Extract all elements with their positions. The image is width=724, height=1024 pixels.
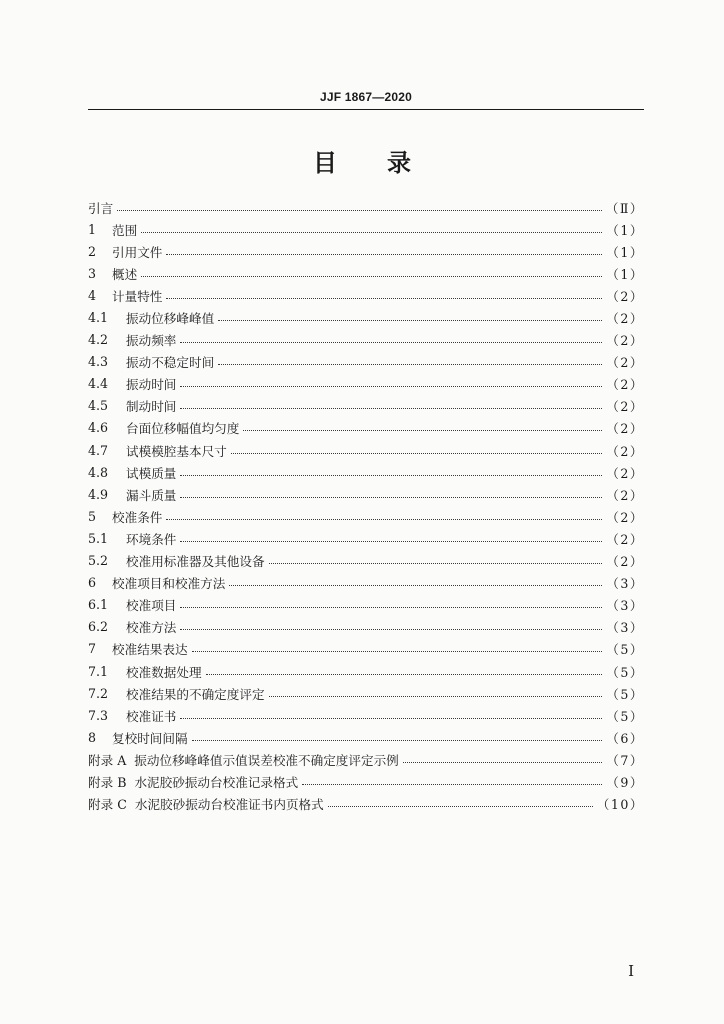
toc-leader-dots xyxy=(192,740,603,741)
toc-entry-page: （7） xyxy=(606,752,644,768)
toc-entry-label: 计量特性 xyxy=(112,288,163,304)
toc-entry-label: 振动不稳定时间 xyxy=(126,355,215,371)
toc-leader-dots xyxy=(166,254,602,255)
toc-entry-number: 4.4 xyxy=(88,376,109,392)
toc-entry-number: 4.8 xyxy=(88,464,109,480)
toc-entry-page: （2） xyxy=(606,399,644,415)
toc-entry-label: 校准结果表达 xyxy=(112,642,188,658)
toc-leader-dots xyxy=(231,453,603,454)
toc-entry-page: （Ⅱ） xyxy=(605,200,644,216)
toc-entry-label: 引用文件 xyxy=(112,244,163,260)
toc-leader-dots xyxy=(180,408,602,409)
toc-entry-page: （2） xyxy=(606,288,644,304)
toc-entry-label: 概述 xyxy=(112,266,138,282)
toc-leader-dots xyxy=(192,651,603,652)
toc-entry[interactable] xyxy=(88,417,644,439)
toc-entry[interactable] xyxy=(88,483,644,505)
toc-entry[interactable] xyxy=(88,351,644,373)
toc-entry[interactable] xyxy=(88,505,644,527)
toc-entry-page: （2） xyxy=(606,377,644,393)
toc-entry-page: （5） xyxy=(606,664,644,680)
toc-entry-number: 5.2 xyxy=(88,553,109,569)
toc-entry-number: 4.5 xyxy=(88,398,109,414)
toc-entry-label: 校准结果的不确定度评定 xyxy=(126,686,265,702)
toc-entry[interactable] xyxy=(88,682,644,704)
toc-entry[interactable] xyxy=(88,704,644,726)
toc-entry-page: （2） xyxy=(606,509,644,525)
toc-leader-dots xyxy=(403,762,603,763)
toc-entry-number: 7.2 xyxy=(88,685,109,701)
toc-entry[interactable] xyxy=(88,770,644,792)
toc-entry-label: 环境条件 xyxy=(126,531,177,547)
toc-entry[interactable] xyxy=(88,284,644,306)
toc-entry-number: 1 xyxy=(88,221,97,237)
toc-entry-label: 漏斗质量 xyxy=(126,487,177,503)
page-title: 目录 xyxy=(313,149,461,177)
toc-entry-label: 范围 xyxy=(112,222,138,238)
toc-entry-page: （2） xyxy=(606,355,644,371)
table-of-contents xyxy=(88,196,644,815)
toc-leader-dots xyxy=(166,298,602,299)
toc-entry[interactable] xyxy=(88,329,644,351)
toc-entry-page: （5） xyxy=(606,686,644,702)
toc-entry[interactable] xyxy=(88,572,644,594)
toc-entry-label: 水泥胶砂振动台校准证书内页格式 xyxy=(134,797,324,813)
toc-entry-number: 附录 A xyxy=(88,752,127,768)
toc-entry-label: 振动位移峰峰值示值误差校准不确定度评定示例 xyxy=(134,752,399,768)
toc-leader-dots xyxy=(180,607,602,608)
toc-entry-number: 2 xyxy=(88,243,97,259)
toc-leader-dots xyxy=(166,519,602,520)
toc-entry-label: 校准用标准器及其他设备 xyxy=(126,554,265,570)
toc-leader-dots xyxy=(180,342,602,343)
toc-entry-label: 复校时间间隔 xyxy=(112,730,188,746)
toc-entry-page: （3） xyxy=(606,598,644,614)
toc-leader-dots xyxy=(141,232,602,233)
toc-entry[interactable] xyxy=(88,461,644,483)
toc-entry[interactable] xyxy=(88,439,644,461)
toc-entry-page: （5） xyxy=(606,708,644,724)
toc-entry-page: （6） xyxy=(606,730,644,746)
toc-entry-number: 附录 C xyxy=(88,797,127,813)
toc-entry-page: （1） xyxy=(606,244,644,260)
toc-entry-label: 引言 xyxy=(88,200,114,216)
toc-entry-label: 校准方法 xyxy=(126,620,177,636)
toc-leader-dots xyxy=(180,475,602,476)
toc-entry-number: 6.1 xyxy=(88,597,109,613)
toc-entry-label: 校准条件 xyxy=(112,509,163,525)
toc-entry[interactable] xyxy=(88,748,644,770)
toc-entry[interactable] xyxy=(88,616,644,638)
toc-entry-page: （2） xyxy=(606,311,644,327)
toc-entry[interactable] xyxy=(88,395,644,417)
toc-entry-label: 校准证书 xyxy=(126,708,177,724)
toc-entry-page: （3） xyxy=(606,576,644,592)
toc-leader-dots xyxy=(141,276,602,277)
toc-entry[interactable] xyxy=(88,638,644,660)
toc-entry[interactable] xyxy=(88,726,644,748)
toc-leader-dots xyxy=(117,210,602,211)
toc-entry[interactable] xyxy=(88,240,644,262)
toc-entry[interactable] xyxy=(88,196,644,218)
toc-entry-page: （10） xyxy=(596,797,644,813)
toc-leader-dots xyxy=(218,364,602,365)
toc-entry-page: （2） xyxy=(606,554,644,570)
toc-entry-page: （2） xyxy=(606,465,644,481)
toc-entry[interactable] xyxy=(88,594,644,616)
toc-leader-dots xyxy=(206,674,603,675)
toc-entry-number: 5 xyxy=(88,508,97,524)
toc-entry-label: 振动频率 xyxy=(126,333,177,349)
toc-entry-number: 6 xyxy=(88,575,97,591)
toc-entry-page: （2） xyxy=(606,421,644,437)
toc-entry-number: 7 xyxy=(88,641,97,657)
standard-code-header: JJF 1867—2020 xyxy=(319,90,412,104)
toc-entry-number: 8 xyxy=(88,729,97,745)
toc-entry-number: 4.1 xyxy=(88,310,109,326)
toc-entry-label: 校准项目 xyxy=(126,598,177,614)
toc-leader-dots xyxy=(180,386,602,387)
toc-entry-number: 4.2 xyxy=(88,332,109,348)
toc-entry-page: （5） xyxy=(606,642,644,658)
toc-leader-dots xyxy=(269,563,603,564)
toc-entry-page: （1） xyxy=(606,222,644,238)
toc-entry-page: （2） xyxy=(606,443,644,459)
toc-entry-label: 振动时间 xyxy=(126,377,177,393)
toc-entry-number: 4.9 xyxy=(88,486,109,502)
toc-leader-dots xyxy=(328,806,593,807)
toc-leader-dots xyxy=(180,629,602,630)
toc-entry-page: （2） xyxy=(606,487,644,503)
toc-leader-dots xyxy=(180,718,602,719)
toc-entry-label: 试模质量 xyxy=(126,465,177,481)
toc-entry-page: （2） xyxy=(606,531,644,547)
toc-entry-page: （3） xyxy=(606,620,644,636)
toc-entry-label: 制动时间 xyxy=(126,399,177,415)
toc-entry-number: 5.1 xyxy=(88,530,109,546)
toc-entry-number: 4 xyxy=(88,287,97,303)
toc-entry-number: 4.7 xyxy=(88,442,109,458)
toc-leader-dots xyxy=(243,430,602,431)
toc-entry-number: 4.6 xyxy=(88,420,109,436)
toc-entry[interactable] xyxy=(88,660,644,682)
toc-entry-label: 校准数据处理 xyxy=(126,664,202,680)
toc-entry-label: 振动位移峰峰值 xyxy=(126,311,215,327)
toc-leader-dots xyxy=(229,585,602,586)
toc-entry-number: 附录 B xyxy=(88,774,127,790)
toc-entry-label: 水泥胶砂振动台校准记录格式 xyxy=(134,774,299,790)
header-rule xyxy=(88,109,644,110)
toc-entry[interactable] xyxy=(88,550,644,572)
page-number: Ⅰ xyxy=(628,962,634,980)
toc-entry-label: 试模模腔基本尺寸 xyxy=(126,443,227,459)
toc-entry-label: 台面位移幅值均匀度 xyxy=(126,421,240,437)
toc-leader-dots xyxy=(180,541,602,542)
toc-leader-dots xyxy=(218,320,602,321)
toc-leader-dots xyxy=(302,784,602,785)
toc-entry[interactable] xyxy=(88,373,644,395)
toc-entry-label: 校准项目和校准方法 xyxy=(112,576,226,592)
toc-leader-dots xyxy=(180,497,602,498)
toc-entry[interactable] xyxy=(88,793,644,815)
toc-entry[interactable] xyxy=(88,306,644,328)
toc-entry-number: 4.3 xyxy=(88,354,109,370)
toc-entry[interactable] xyxy=(88,527,644,549)
toc-entry-page: （2） xyxy=(606,333,644,349)
toc-entry-number: 7.1 xyxy=(88,663,109,679)
toc-entry-page: （9） xyxy=(606,774,644,790)
toc-entry-number: 3 xyxy=(88,265,97,281)
toc-entry[interactable] xyxy=(88,262,644,284)
toc-entry-page: （1） xyxy=(606,266,644,282)
toc-entry-number: 6.2 xyxy=(88,619,109,635)
toc-entry-number: 7.3 xyxy=(88,707,109,723)
toc-entry[interactable] xyxy=(88,218,644,240)
toc-leader-dots xyxy=(269,696,603,697)
